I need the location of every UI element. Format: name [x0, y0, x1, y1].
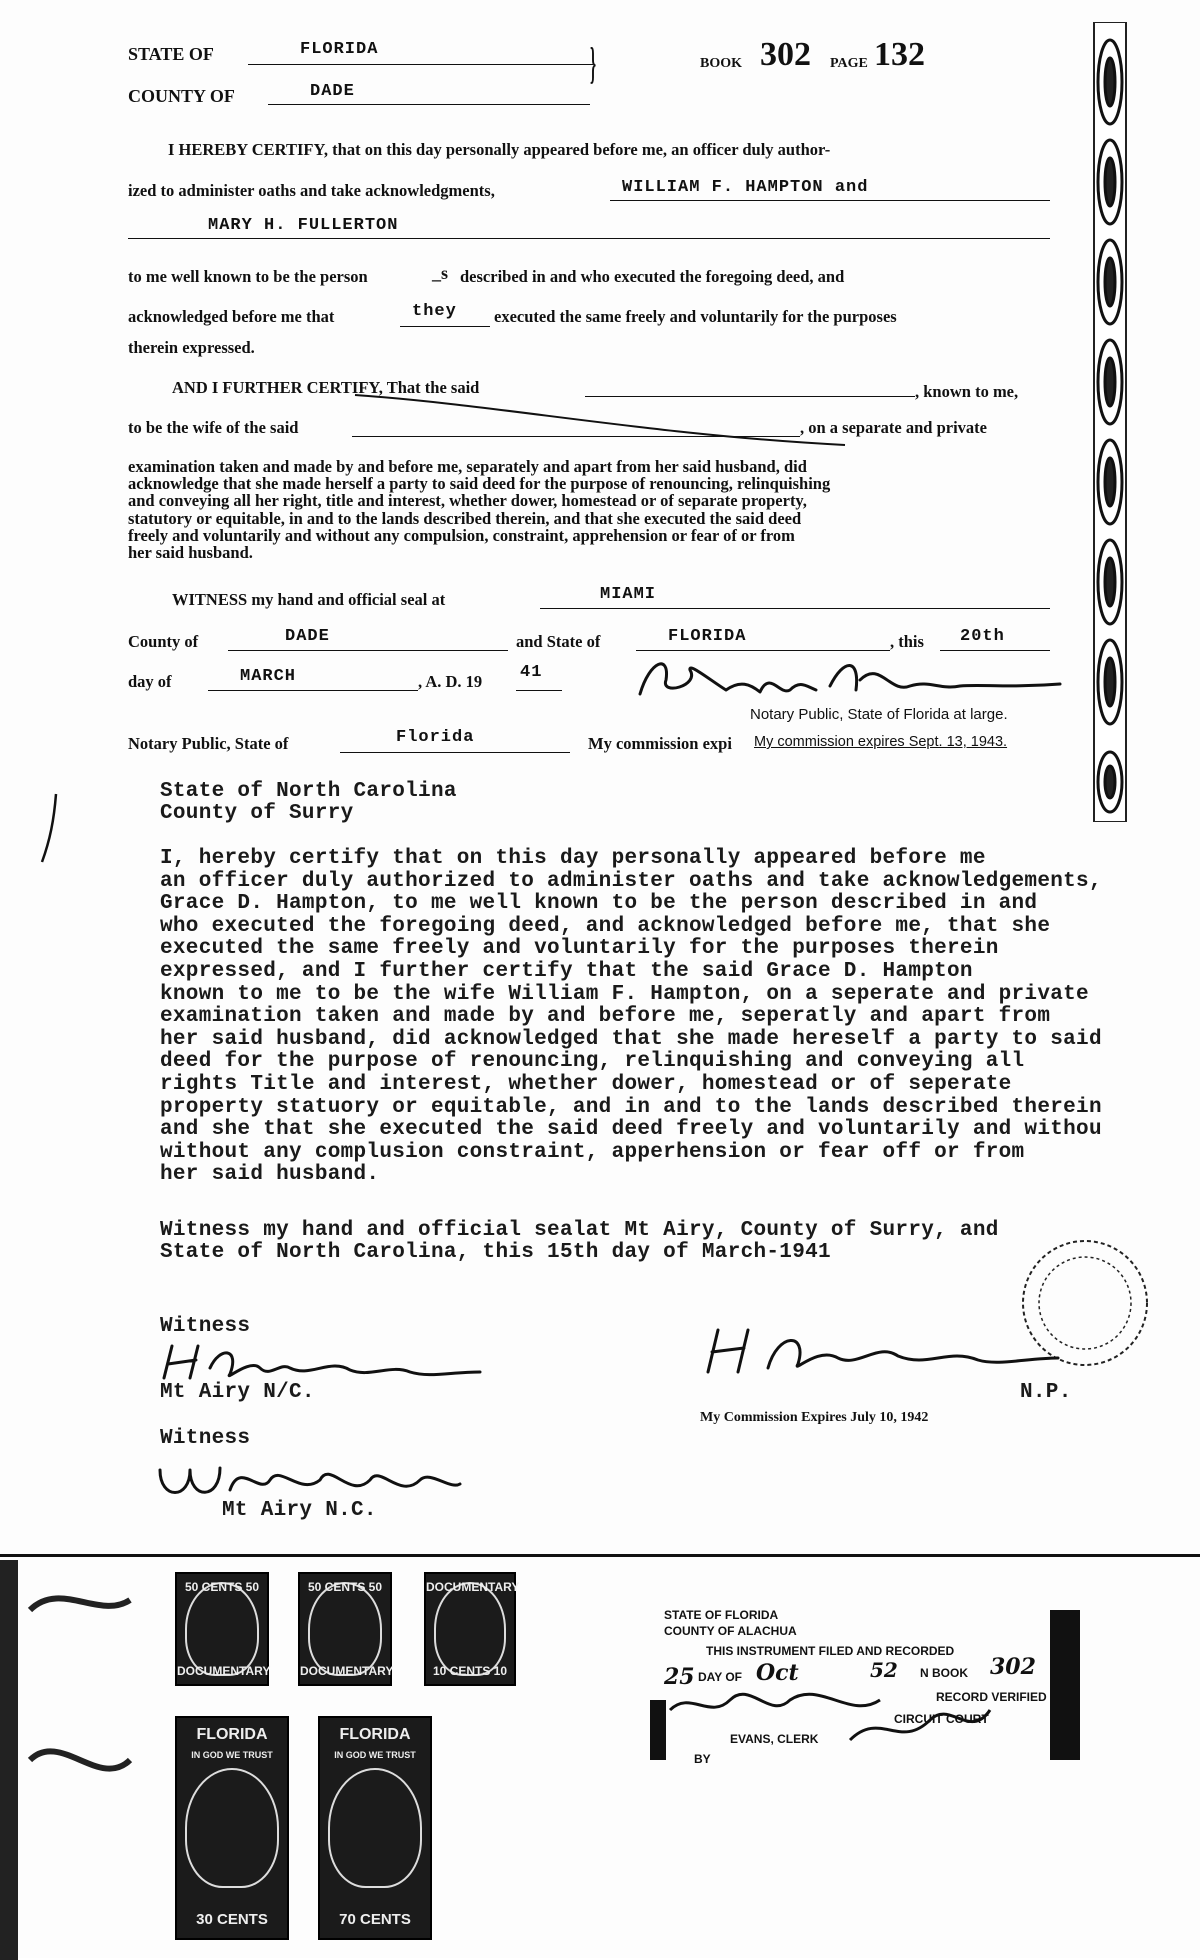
ad-label: , A. D. 19 — [418, 672, 483, 691]
year-underline — [516, 690, 562, 691]
book-number: 302 — [760, 36, 811, 73]
nc-body-line: her said husband, did acknowledged that she made hereself a party to said — [160, 1027, 1102, 1051]
nc-body — [160, 848, 1102, 1187]
ack-line2: ized to administer oaths and take acknowledgments, — [128, 181, 495, 200]
grantors-underline-2 — [128, 238, 1050, 239]
nc-body-line: executed the same freely and voluntarily for the purposes therein — [160, 937, 999, 961]
notary-large: Notary Public, State of Florida at large. — [750, 706, 1008, 723]
county-underline — [268, 104, 590, 105]
they-value: they — [412, 302, 457, 321]
nc-body-line: examination taken and made by and before me, seperatly and apart from — [160, 1005, 1051, 1029]
further-para-line: her said husband. — [128, 543, 253, 563]
state-value: FLORIDA — [300, 40, 379, 59]
witness1-signature — [150, 1338, 490, 1386]
witness2-place: Mt Airy N.C. — [222, 1499, 377, 1522]
state-label: STATE OF — [128, 44, 214, 64]
rec-book-label: N BOOK — [920, 1666, 968, 1680]
grantors-line2: MARY H. FULLERTON — [208, 216, 399, 235]
further-line2-suffix: , on a separate and private — [800, 418, 987, 437]
county-value: DADE — [310, 82, 355, 101]
rec-day: 25 — [664, 1664, 695, 1690]
further-para-line: and conveying all her right, title and interest, whether dower, homestead or of separate property, — [128, 491, 807, 511]
nc-commission: My Commission Expires July 10, 1942 — [700, 1410, 929, 1425]
further-line2: to be the wife of the said — [128, 418, 299, 437]
nc-body-line: an officer duly authorized to administer oaths and take acknowledgements, — [160, 869, 1102, 893]
rec-state: STATE OF FLORIDA — [664, 1608, 779, 1622]
year-value: 41 — [520, 663, 543, 682]
recording-stamp — [650, 1590, 1090, 1770]
further-para-line: acknowledge that she made herself a party to said deed for the purpose of renouncing, relinquishing — [128, 474, 831, 494]
commission-stamp: My commission expires Sept. 13, 1943. — [754, 734, 1008, 750]
book-label: BOOK — [700, 56, 743, 71]
nc-body-line: deed for the purpose of renouncing, relinquishing and conveying all — [160, 1050, 1025, 1074]
ack-line3-rest: described in and who executed the foregoing deed, and — [460, 267, 845, 286]
rec-day-label: DAY OF — [698, 1670, 743, 1684]
margin-mark — [38, 790, 62, 866]
strike-line — [350, 385, 850, 455]
further-line1: AND I FURTHER CERTIFY, That the said — [172, 378, 480, 397]
further-para-line: statutory or equitable, in and to the lands described therein, and that she executed the said deed — [128, 508, 802, 528]
ack-line4-rest: executed the same freely and voluntarily for the purposes — [494, 307, 897, 326]
further-para-line: freely and voluntarily and without any compulsion, constraint, apprehension or fear of or from — [128, 525, 795, 545]
nc-witness-line1: Witness my hand and official sealat Mt Airy, County of Surry, and — [160, 1219, 999, 1242]
page-number: 132 — [874, 36, 925, 73]
np-label: N.P. — [1020, 1381, 1072, 1404]
county-of-value: DADE — [285, 627, 330, 646]
notary-state-underline — [340, 752, 570, 753]
state-of-label: and State of — [516, 632, 601, 651]
rec-clerk: EVANS, CLERK — [730, 1732, 819, 1746]
nc-heading-county: County of Surry — [160, 802, 354, 825]
nc-body-line: and she that she executed the said deed freely and voluntarily and withou — [160, 1118, 1102, 1142]
fl-stamp-2: FLORIDA IN GOD WE TRUST 70 CENTS — [318, 1716, 432, 1940]
nc-body-line: her said husband. — [160, 1163, 380, 1187]
person-s-mark: _s — [432, 263, 449, 283]
ack-line4: acknowledged before me that — [128, 307, 335, 326]
rec-filed: THIS INSTRUMENT FILED AND RECORDED — [706, 1644, 955, 1658]
rec-circuit: CIRCUIT COURT — [894, 1712, 989, 1726]
rec-by: BY — [694, 1752, 711, 1766]
doc-stamp-3: DOCUMENTARY 10 CENTS 10 — [424, 1572, 516, 1686]
county-of-underline — [228, 650, 508, 651]
commission-label: My commission expi — [588, 734, 732, 753]
ack-line5: therein expressed. — [128, 338, 255, 357]
nc-heading-state: State of North Carolina — [160, 780, 457, 803]
nc-witness-line2: State of North Carolina, this 15th day of March-1941 — [160, 1241, 831, 1264]
county-label: COUNTY OF — [128, 86, 235, 106]
ornament-left — [0, 1560, 150, 1960]
witness2-label: Witness — [160, 1427, 251, 1450]
nc-body-line: who executed the foregoing deed, and acknowledged before me, that she — [160, 914, 1051, 938]
nc-body-line: rights Title and interest, whether dower, homestead or of seperate — [160, 1072, 1012, 1096]
nc-body-line: I, hereby certify that on this day personally appeared before me — [160, 847, 986, 870]
doc-stamp-1: 50 CENTS 50 DOCUMENTARY — [175, 1572, 269, 1686]
state-underline — [248, 64, 593, 65]
fl-stamp-1: FLORIDA IN GOD WE TRUST 30 CENTS — [175, 1716, 289, 1940]
day-value: 20th — [960, 627, 1005, 646]
witness1-label: Witness — [160, 1315, 251, 1338]
ack-line1: I HEREBY CERTIFY, that on this day personally appeared before me, an officer duly author- — [168, 140, 831, 159]
county-of-label: County of — [128, 632, 199, 651]
rec-month: Oct — [756, 1660, 799, 1686]
rec-stamp-scrawl — [650, 1590, 1090, 1770]
grantors-underline-1 — [610, 200, 1050, 201]
further-paragraph — [128, 458, 830, 561]
place-value: MIAMI — [600, 585, 657, 604]
place-underline — [540, 608, 1050, 609]
grantors-line1: WILLIAM F. HAMPTON and — [622, 178, 869, 197]
further-para-line: examination taken and made by and before me, separately and apart from her said husband, did — [128, 457, 807, 476]
state-of-value: FLORIDA — [668, 627, 747, 646]
month-value: MARCH — [240, 667, 297, 686]
witness1-place: Mt Airy N/C. — [160, 1381, 315, 1404]
nc-body-line: property statuory or equitable, and in and to the lands described therein — [160, 1095, 1102, 1119]
header-brace: } — [590, 39, 597, 88]
ack-line3: to me well known to be the person — [128, 267, 368, 286]
rec-year: 52 — [870, 1658, 898, 1682]
month-underline — [208, 690, 418, 691]
nc-body-line: expressed, and I further certify that the said Grace D. Hampton — [160, 959, 973, 983]
page-label: PAGE — [830, 56, 868, 71]
rec-verified: RECORD VERIFIED — [936, 1690, 1047, 1704]
fl-witness-prefix: WITNESS my hand and official seal at — [172, 590, 446, 609]
nc-body-line: known to me to be the wife William F. Hampton, on a seperate and private — [160, 982, 1089, 1006]
further-line1-suffix: , known to me, — [915, 382, 1019, 401]
notary-state-value: Florida — [396, 728, 475, 747]
ornamental-border — [1090, 22, 1130, 822]
nc-body-line: Grace D. Hampton, to me well known to be the person described in and — [160, 892, 1038, 916]
notary-signature-nc — [688, 1322, 1068, 1378]
rec-county: COUNTY OF ALACHUA — [664, 1624, 797, 1638]
nc-body-line: without any complusion constraint, apperhension or fear off or from — [160, 1140, 1025, 1164]
notary-state-label: Notary Public, State of — [128, 734, 289, 753]
they-underline — [400, 326, 490, 327]
rec-book-value: 302 — [990, 1654, 1036, 1680]
this-label: , this — [890, 632, 924, 651]
doc-stamp-2: 50 CENTS 50 DOCUMENTARY — [298, 1572, 392, 1686]
day-of-label: day of — [128, 672, 172, 691]
section-divider — [0, 1554, 1200, 1557]
notary-signature-fl — [630, 650, 1070, 706]
